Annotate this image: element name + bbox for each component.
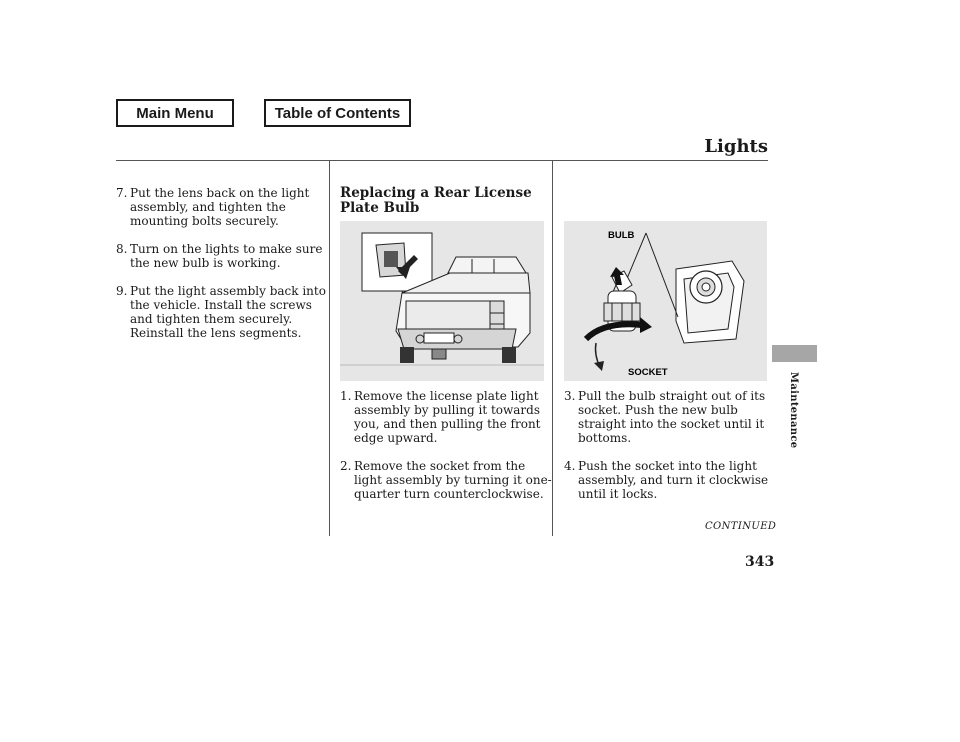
list-item: 4. Push the socket into the light assembly, and turn it clockwise until it locks. — [564, 459, 769, 501]
column-divider-right — [552, 160, 553, 536]
socket-label: SOCKET — [628, 367, 668, 378]
continued-label: CONTINUED — [705, 521, 777, 532]
right-steps-list — [564, 389, 770, 515]
main-menu-button[interactable]: Main Menu — [116, 99, 234, 127]
page-number: 343 — [745, 554, 775, 570]
list-item: 1. Remove the license plate light assembly by pulling it towards you, and then pulling the front edge upward. — [340, 389, 541, 445]
subsection-heading: Replacing a Rear License Plate Bulb — [340, 185, 532, 216]
bulb-socket-illustration — [564, 221, 767, 381]
list-item: 3. Pull the bulb straight out of its socket. Push the new bulb straight into the socket until it bottoms. — [564, 389, 766, 445]
header-rule — [116, 160, 768, 161]
list-item: 2. Remove the socket from the light assembly by turning it one-quarter turn counterclockwise. — [340, 459, 552, 501]
table-of-contents-button[interactable]: Table of Contents — [264, 99, 411, 127]
left-steps-list — [116, 186, 326, 354]
section-tab-marker — [772, 345, 817, 362]
section-title: Lights — [704, 136, 768, 157]
bulb-label: BULB — [608, 230, 635, 241]
column-divider-left — [329, 160, 330, 536]
side-tab-label: Maintenance — [788, 372, 799, 449]
truck-rear-illustration — [340, 221, 544, 381]
list-item: 8. Turn on the lights to make sure the new bulb is working. — [116, 242, 323, 270]
middle-steps-list — [340, 389, 552, 515]
list-item: 7. Put the lens back on the light assembly, and tighten the mounting bolts securely. — [116, 186, 310, 228]
list-item: 9. Put the light assembly back into the vehicle. Install the screws and tighten them securely. Reinstall the lens segments. — [116, 284, 326, 340]
